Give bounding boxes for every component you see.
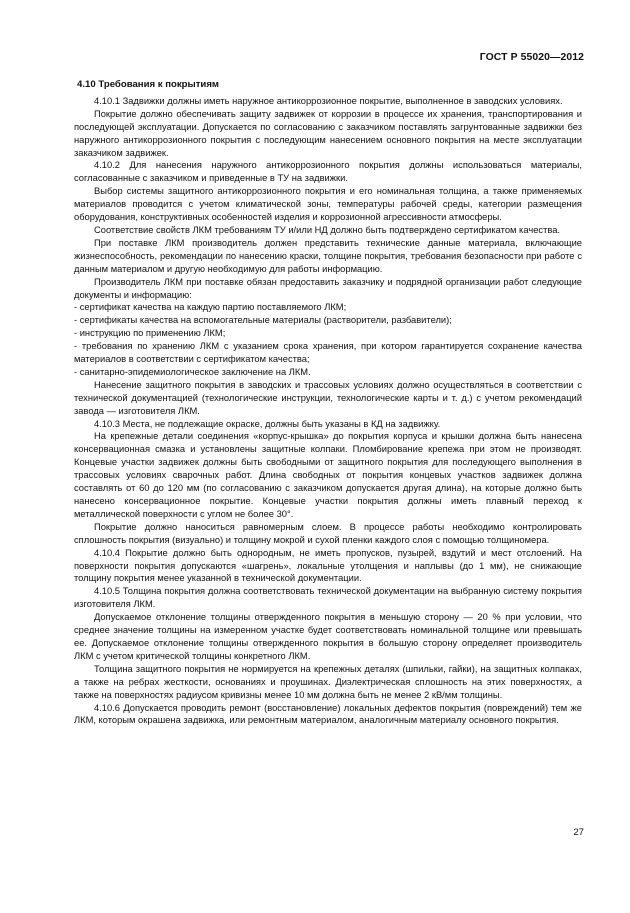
list-item: - сертификат качества на каждую партию поставляемого ЛКМ; [74,302,347,313]
paragraph: 4.10.1 Задвижки должны иметь наружное антикоррозионное покрытие, выполненное в заводских условиях. [94,95,563,106]
paragraph: 4.10.4 Покрытие должно быть однородным, не иметь пропусков, пузырей, вздутий и мест отслоений. На поверхности покрытия допускаются «шагрень», локальные утолщения и наплывы (до 1 мм), не снижающие толщину покрытия менее указанной в технической документации. [74,547,582,584]
paragraph: Допускаемое отклонение толщины отвержденного покрытия в меньшую сторону — 20 % при условии, что среднее значение толщины на измеренном участке будет соответствовать номинальной толщине или превышать ее. Допускаемое отклонение толщины отвержденного покрытия в большую сторону определяет производитель ЛКМ с учетом критической толщины конкретного ЛКМ. [74,612,582,661]
list-item: - санитарно-эпидемиологическое заключение на ЛКМ. [74,366,311,377]
paragraph: 4.10.3 Места, не подлежащие окраске, должны быть указаны в КД на задвижку. [94,418,441,429]
paragraph: На крепежные детали соединения «корпус-крышка» до покрытия корпуса и крышки должна быть нанесена консервационная смазка и установлены защитные колпаки. Пломбирование крепежа при этом не производят. Концевые участки задвижек должны быть свободными от защитного покрытия для последующего выполнения в трассовых условиях сварочных работ. Длина свободных от покрытия концевых участков задвижек должна составлять от 60 до 120 мм (по согласованию с заказчиком допускается другая длина), на которые должно быть нанесено консервационное покрытие. Концевые участки покрытия должны иметь плавный переход к металлической поверхности с углом не более 30°. [74,431,582,519]
paragraph: При поставке ЛКМ производитель должен представить технические данные материала, включающие жизнеспособность, рекомендации по нанесению краски, толщине покрытия, требования безопасности при работе с данным материалом и другую необходимую для работы информацию. [74,237,582,274]
paragraph: Нанесение защитного покрытия в заводских и трассовых условиях должно осуществляться в соответствии с технической документацией (технологические инструкции, технологические карты и т. д.) с учетом рекомендаций завода — изготовителя ЛКМ. [74,379,582,416]
list-item: - инструкцию по применению ЛКМ; [74,328,226,339]
standard-code: ГОСТ Р 55020—2012 [479,52,584,63]
paragraph: Толщина защитного покрытия не нормируется на крепежных деталях (шпильки, гайки), на защитных колпаках, а также на ребрах жесткости, основаниях и проушинах. Диэлектрическая сплошность на этих поверхностях, а также на поверхностях радиусом кривизны менее 10 мм должна быть не менее 2 кВ/мм толщины. [74,663,582,700]
paragraph: 4.10.6 Допускается проводить ремонт (восстановление) локальных дефектов покрытия (повреждений) тем же ЛКМ, которым окрашена задвижка, или ремонтным материалом, аналогичным материалу основного покрытия. [74,702,582,726]
paragraph: 4.10.5 Толщина покрытия должна соответствовать технической документации на выбранную систему покрытия изготовителя ЛКМ. [74,586,582,610]
paragraph: 4.10.2 Для нанесения наружного антикоррозионного покрытия должны использоваться материалы, согласованные с заказчиком и приведенные в ТУ на задвижки. [74,160,582,184]
paragraph-list [74,95,582,727]
list-item: - сертификаты качества на вспомогательные материалы (растворители, разбавители); [74,315,452,326]
page-number: 27 [573,827,584,838]
paragraph: Покрытие должно обеспечивать защиту задвижек от коррозии в процессе их хранения, транспортирования и последующей эксплуатации. Допускается по согласованию с заказчиком поставлять загрунтованные задвижки без наружного антикоррозионного покрытия с последующим нанесением основного покрытия на месте эксплуатации заказчиком задвижек. [74,108,582,158]
paragraph: Выбор системы защитного антикоррозионного покрытия и его номинальная толщина, а также применяемых материалов проводится с учетом климатической зоны, температуры рабочей среды, категории размещения оборудования, конструктивных особенностей изделия и коррозионной агрессивности атмосферы. [74,186,582,223]
paragraph: Соответствие свойств ЛКМ требованиям ТУ и/или НД должно быть подтверждено сертификатом качества. [94,224,561,235]
list-item: - требования по хранению ЛКМ с указанием срока хранения, при котором гарантируется сохранение качества материалов в соответствии с сертификатом качества; [74,341,582,365]
paragraph: Покрытие должно наноситься равномерным слоем. В процессе работы необходимо контролировать сплошность покрытия (визуально) и толщину мокрой и сухой пленки каждого слоя с помощью толщиномера. [74,521,582,545]
paragraph: Производитель ЛКМ при поставке обязан предоставить заказчику и подрядной организации работ следующие документы и информацию: [74,276,582,300]
section-title: 4.10 Требования к покрытиям [77,79,220,90]
section-content [74,79,582,727]
